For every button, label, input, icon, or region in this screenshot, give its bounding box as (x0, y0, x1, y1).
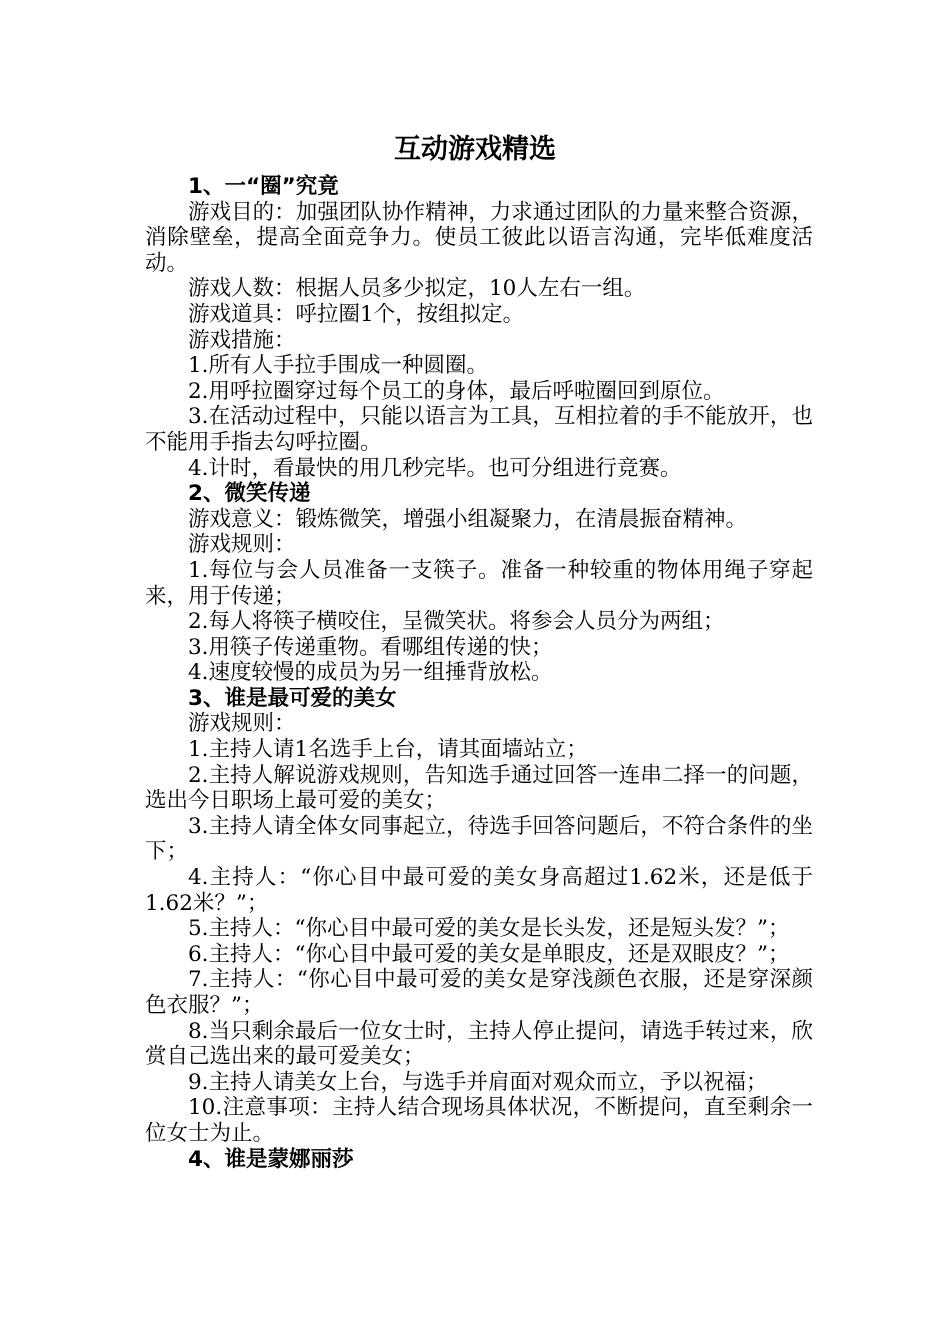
paragraph: 游戏措施： (188, 327, 296, 353)
paragraph: 2.主持人解说游戏规则，告知选手通过回答一连串二择一的问题，选出今日职场上最可爱的美女； (145, 762, 813, 814)
paragraph: 4.主持人：“你心目中最可爱的美女身高超过1.62米，还是低于1.62米？”； (145, 865, 813, 916)
paragraph: 3.主持人请全体女同事起立，待选手回答问题后，不符合条件的坐下； (145, 813, 813, 865)
paragraph: 1.每位与会人员准备一支筷子。准备一种较重的物体用绳子穿起来，用于传递； (145, 557, 813, 609)
section-heading: 1、一“圈”究竟 (188, 174, 339, 199)
paragraph: 2.用呼拉圈穿过每个员工的身体，最后呼啦圈回到原位。 (188, 378, 725, 404)
paragraph: 10.注意事项：主持人结合现场具体状况，不断提问，直至剩余一位女士为止。 (145, 1095, 813, 1146)
paragraph: 游戏规则： (188, 711, 296, 737)
paragraph: 3.用筷子传递重物。看哪组传递的快； (188, 634, 553, 660)
section-heading: 4、谁是蒙娜丽莎 (188, 1146, 354, 1172)
paragraph: 6.主持人：“你心目中最可爱的美女是单眼皮，还是双眼皮？”； (188, 941, 790, 967)
paragraph: 4.计时，看最快的用几秒完毕。也可分组进行竞赛。 (188, 455, 682, 481)
paragraph: 7.主持人：“你心目中最可爱的美女是穿浅颜色衣服，还是穿深颜色衣服？”； (145, 967, 813, 1018)
paragraph: 游戏道具：呼拉圈1个，按组拟定。 (188, 301, 525, 327)
section-heading: 3、谁是最可爱的美女 (188, 685, 397, 711)
paragraph: 5.主持人：“你心目中最可爱的美女是长头发，还是短头发？”； (188, 916, 790, 942)
paragraph: 游戏规则： (188, 532, 296, 558)
paragraph: 游戏意义：锻炼微笑，增强小组凝聚力，在清晨振奋精神。 (188, 506, 748, 532)
section-heading: 2、微笑传递 (188, 481, 311, 507)
paragraph: 1.主持人请1名选手上台，请其面墙站立； (188, 737, 588, 763)
document-body (145, 174, 813, 1172)
paragraph: 游戏人数：根据人员多少拟定，10人左右一组。 (188, 276, 646, 302)
paragraph: 2.每人将筷子横咬住，呈微笑状。将参会人员分为两组； (188, 609, 725, 635)
document-title: 互动游戏精选 (394, 134, 556, 165)
paragraph: 3.在活动过程中，只能以语言为工具，互相拉着的手不能放开，也不能用手指去勾呼拉圈。 (145, 404, 813, 455)
paragraph: 9.主持人请美女上台，与选手并肩面对观众而立，予以祝福； (188, 1069, 768, 1095)
paragraph: 1.所有人手拉手围成一种圆圈。 (188, 353, 489, 379)
paragraph: 游戏目的：加强团队协作精神，力求通过团队的力量来整合资源，消除壁垒，提高全面竞争力。使员工彼此以语言沟通，完毕低难度活动。 (145, 199, 813, 276)
paragraph: 8.当只剩余最后一位女士时，主持人停止提问，请选手转过来，欣赏自己选出来的最可爱美女； (145, 1018, 813, 1070)
paragraph: 4.速度较慢的成员为另一组捶背放松。 (188, 660, 553, 686)
